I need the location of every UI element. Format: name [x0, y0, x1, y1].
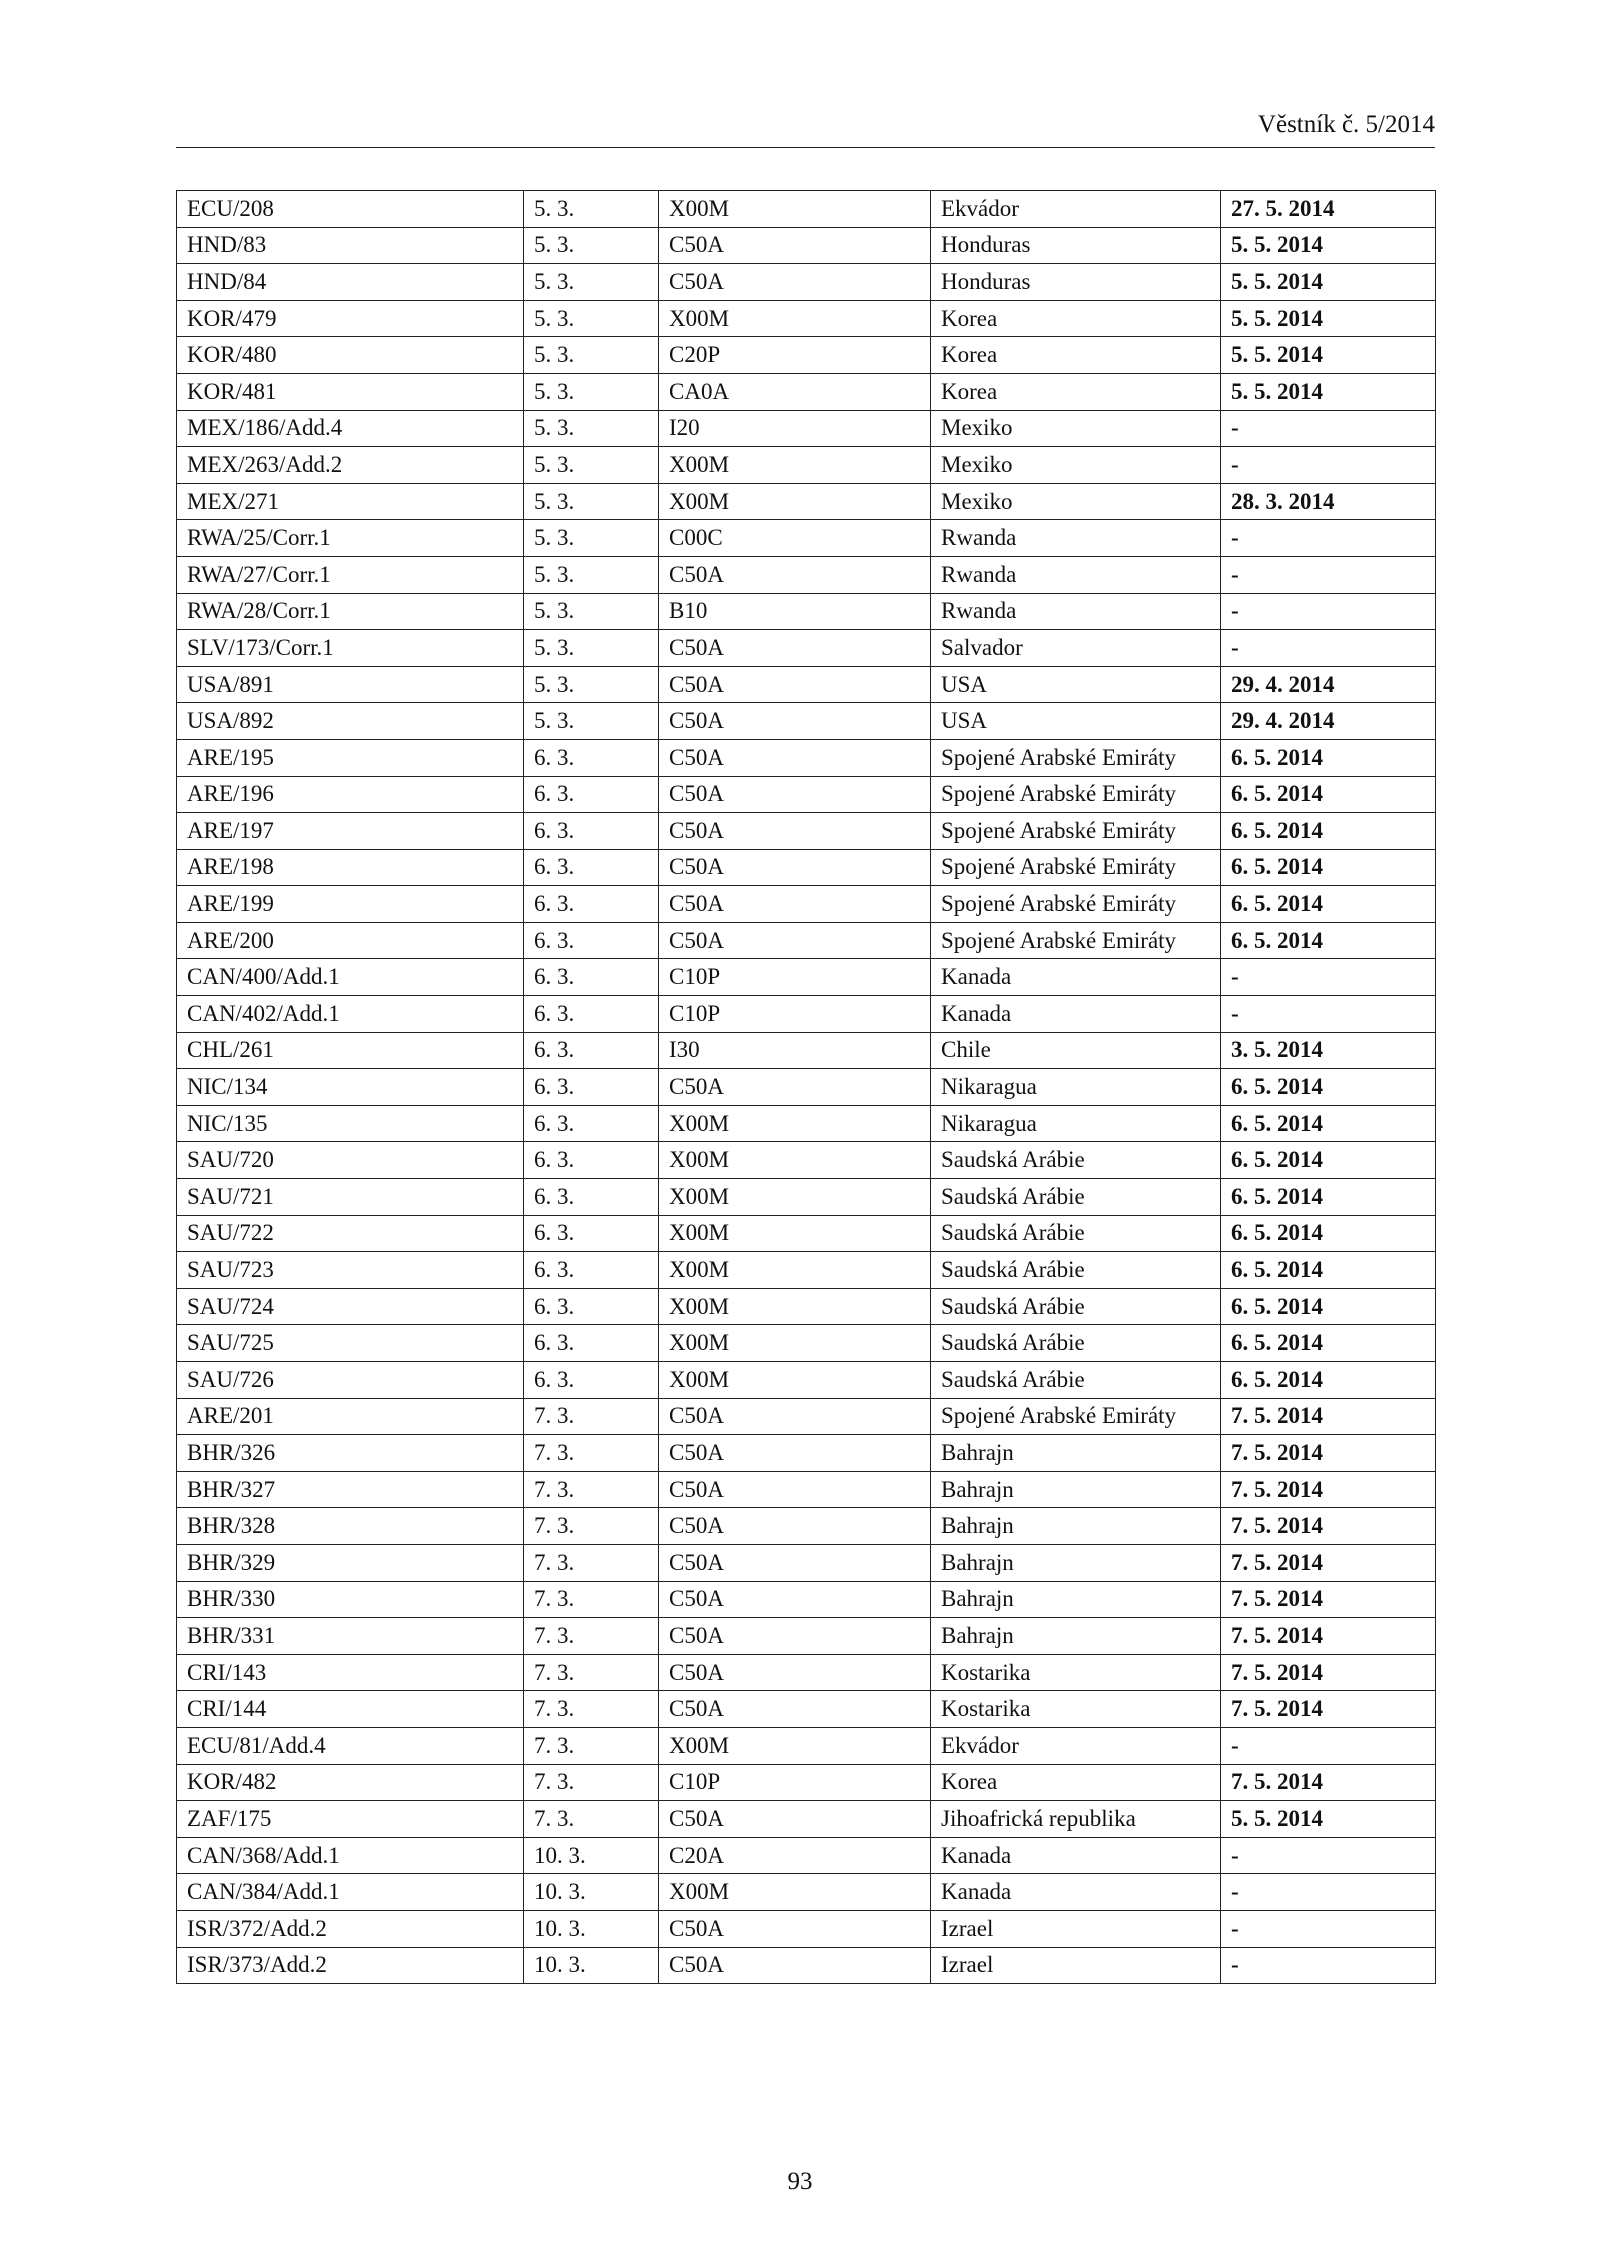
notification-date-cell: 6. 3.	[524, 1252, 659, 1289]
table-row	[177, 1727, 1436, 1764]
deadline-date-cell: 29. 4. 2014	[1221, 703, 1436, 740]
classification-code-cell: X00M	[659, 1252, 931, 1289]
table-row	[177, 959, 1436, 996]
document-symbol-cell: RWA/25/Corr.1	[177, 520, 524, 557]
notification-date-cell: 7. 3.	[524, 1764, 659, 1801]
document-symbol-cell: HND/84	[177, 264, 524, 301]
document-symbol-cell: BHR/327	[177, 1471, 524, 1508]
classification-code-cell: C50A	[659, 1471, 931, 1508]
document-symbol-cell: KOR/482	[177, 1764, 524, 1801]
country-cell: Mexiko	[931, 447, 1221, 484]
document-symbol-cell: SAU/720	[177, 1142, 524, 1179]
document-symbol-cell: ECU/208	[177, 191, 524, 228]
document-symbol-cell: MEX/263/Add.2	[177, 447, 524, 484]
notification-date-cell: 6. 3.	[524, 1105, 659, 1142]
table-row	[177, 447, 1436, 484]
deadline-date-cell: 7. 5. 2014	[1221, 1471, 1436, 1508]
deadline-date-cell: -	[1221, 1910, 1436, 1947]
document-symbol-cell: KOR/479	[177, 300, 524, 337]
country-cell: Bahrajn	[931, 1471, 1221, 1508]
country-cell: Korea	[931, 1764, 1221, 1801]
notification-date-cell: 7. 3.	[524, 1471, 659, 1508]
classification-code-cell: C50A	[659, 739, 931, 776]
deadline-date-cell: -	[1221, 1874, 1436, 1911]
table-row	[177, 1325, 1436, 1362]
table-row	[177, 1105, 1436, 1142]
country-cell: Saudská Arábie	[931, 1288, 1221, 1325]
table-row	[177, 996, 1436, 1033]
classification-code-cell: C50A	[659, 1544, 931, 1581]
document-symbol-cell: USA/891	[177, 666, 524, 703]
classification-code-cell: X00M	[659, 1362, 931, 1399]
classification-code-cell: C50A	[659, 666, 931, 703]
classification-code-cell: C50A	[659, 630, 931, 667]
notification-date-cell: 5. 3.	[524, 520, 659, 557]
journal-issue-title: Věstník č. 5/2014	[1257, 111, 1435, 138]
country-cell: Honduras	[931, 227, 1221, 264]
country-cell: Saudská Arábie	[931, 1142, 1221, 1179]
table-row	[177, 1362, 1436, 1399]
deadline-date-cell: 6. 5. 2014	[1221, 886, 1436, 923]
classification-code-cell: X00M	[659, 1105, 931, 1142]
deadline-date-cell: -	[1221, 630, 1436, 667]
classification-code-cell: X00M	[659, 447, 931, 484]
notification-date-cell: 6. 3.	[524, 849, 659, 886]
table-row	[177, 520, 1436, 557]
document-symbol-cell: RWA/28/Corr.1	[177, 593, 524, 630]
table-row	[177, 703, 1436, 740]
document-symbol-cell: NIC/134	[177, 1069, 524, 1106]
country-cell: USA	[931, 703, 1221, 740]
deadline-date-cell: 28. 3. 2014	[1221, 483, 1436, 520]
deadline-date-cell: 5. 5. 2014	[1221, 1801, 1436, 1838]
document-symbol-cell: KOR/480	[177, 337, 524, 374]
table-row	[177, 1435, 1436, 1472]
country-cell: Bahrajn	[931, 1618, 1221, 1655]
document-symbol-cell: BHR/331	[177, 1618, 524, 1655]
notification-date-cell: 6. 3.	[524, 813, 659, 850]
notification-date-cell: 5. 3.	[524, 666, 659, 703]
classification-code-cell: C50A	[659, 1910, 931, 1947]
country-cell: Rwanda	[931, 520, 1221, 557]
deadline-date-cell: -	[1221, 1837, 1436, 1874]
document-symbol-cell: ZAF/175	[177, 1801, 524, 1838]
table-row	[177, 1874, 1436, 1911]
table-row	[177, 1764, 1436, 1801]
document-symbol-cell: USA/892	[177, 703, 524, 740]
deadline-date-cell: 6. 5. 2014	[1221, 739, 1436, 776]
document-symbol-cell: ARE/198	[177, 849, 524, 886]
table-row	[177, 337, 1436, 374]
country-cell: Bahrajn	[931, 1508, 1221, 1545]
classification-code-cell: X00M	[659, 1325, 931, 1362]
classification-code-cell: X00M	[659, 1288, 931, 1325]
notification-date-cell: 7. 3.	[524, 1398, 659, 1435]
deadline-date-cell: 27. 5. 2014	[1221, 191, 1436, 228]
document-symbol-cell: SAU/722	[177, 1215, 524, 1252]
table-row	[177, 849, 1436, 886]
page-number: 93	[787, 2168, 813, 2195]
table-row	[177, 1179, 1436, 1216]
deadline-date-cell: -	[1221, 1727, 1436, 1764]
classification-code-cell: C50A	[659, 227, 931, 264]
deadline-date-cell: 5. 5. 2014	[1221, 337, 1436, 374]
notification-date-cell: 5. 3.	[524, 300, 659, 337]
document-symbol-cell: CAN/384/Add.1	[177, 1874, 524, 1911]
deadline-date-cell: 6. 5. 2014	[1221, 1179, 1436, 1216]
table-row	[177, 630, 1436, 667]
deadline-date-cell: 6. 5. 2014	[1221, 1288, 1436, 1325]
table-row	[177, 886, 1436, 923]
classification-code-cell: C50A	[659, 849, 931, 886]
notification-date-cell: 5. 3.	[524, 410, 659, 447]
table-row	[177, 264, 1436, 301]
notifications-table	[176, 190, 1436, 1984]
classification-code-cell: X00M	[659, 1215, 931, 1252]
table-row	[177, 1471, 1436, 1508]
country-cell: Spojené Arabské Emiráty	[931, 776, 1221, 813]
classification-code-cell: X00M	[659, 483, 931, 520]
deadline-date-cell: 7. 5. 2014	[1221, 1544, 1436, 1581]
country-cell: Spojené Arabské Emiráty	[931, 849, 1221, 886]
table-row	[177, 922, 1436, 959]
document-symbol-cell: BHR/330	[177, 1581, 524, 1618]
deadline-date-cell: -	[1221, 1947, 1436, 1984]
classification-code-cell: I30	[659, 1032, 931, 1069]
table-row	[177, 593, 1436, 630]
notification-date-cell: 7. 3.	[524, 1801, 659, 1838]
classification-code-cell: X00M	[659, 300, 931, 337]
deadline-date-cell: 5. 5. 2014	[1221, 227, 1436, 264]
deadline-date-cell: 5. 5. 2014	[1221, 300, 1436, 337]
classification-code-cell: C50A	[659, 1581, 931, 1618]
notification-date-cell: 6. 3.	[524, 1288, 659, 1325]
deadline-date-cell: -	[1221, 593, 1436, 630]
notification-date-cell: 5. 3.	[524, 447, 659, 484]
country-cell: Rwanda	[931, 593, 1221, 630]
country-cell: Kanada	[931, 1837, 1221, 1874]
country-cell: Spojené Arabské Emiráty	[931, 813, 1221, 850]
classification-code-cell: C20A	[659, 1837, 931, 1874]
deadline-date-cell: 7. 5. 2014	[1221, 1764, 1436, 1801]
classification-code-cell: X00M	[659, 191, 931, 228]
notification-date-cell: 7. 3.	[524, 1435, 659, 1472]
classification-code-cell: C50A	[659, 1801, 931, 1838]
document-symbol-cell: ISR/373/Add.2	[177, 1947, 524, 1984]
notification-date-cell: 5. 3.	[524, 703, 659, 740]
classification-code-cell: CA0A	[659, 373, 931, 410]
table-row	[177, 1508, 1436, 1545]
classification-code-cell: C50A	[659, 1618, 931, 1655]
deadline-date-cell: 6. 5. 2014	[1221, 1252, 1436, 1289]
notification-date-cell: 7. 3.	[524, 1544, 659, 1581]
deadline-date-cell: 6. 5. 2014	[1221, 1215, 1436, 1252]
deadline-date-cell: 6. 5. 2014	[1221, 813, 1436, 850]
notification-date-cell: 6. 3.	[524, 776, 659, 813]
document-symbol-cell: BHR/326	[177, 1435, 524, 1472]
notification-date-cell: 10. 3.	[524, 1874, 659, 1911]
deadline-date-cell: 5. 5. 2014	[1221, 264, 1436, 301]
deadline-date-cell: 6. 5. 2014	[1221, 776, 1436, 813]
document-symbol-cell: ARE/200	[177, 922, 524, 959]
country-cell: Mexiko	[931, 410, 1221, 447]
classification-code-cell: C20P	[659, 337, 931, 374]
notification-date-cell: 10. 3.	[524, 1910, 659, 1947]
country-cell: Bahrajn	[931, 1581, 1221, 1618]
table-row	[177, 739, 1436, 776]
country-cell: Rwanda	[931, 556, 1221, 593]
classification-code-cell: C50A	[659, 922, 931, 959]
notification-date-cell: 6. 3.	[524, 996, 659, 1033]
document-symbol-cell: SAU/724	[177, 1288, 524, 1325]
document-symbol-cell: CHL/261	[177, 1032, 524, 1069]
table-row	[177, 776, 1436, 813]
country-cell: Saudská Arábie	[931, 1215, 1221, 1252]
deadline-date-cell: -	[1221, 996, 1436, 1033]
document-symbol-cell: CAN/368/Add.1	[177, 1837, 524, 1874]
notification-date-cell: 6. 3.	[524, 739, 659, 776]
notification-date-cell: 7. 3.	[524, 1508, 659, 1545]
table-row	[177, 1069, 1436, 1106]
notification-date-cell: 6. 3.	[524, 922, 659, 959]
deadline-date-cell: 6. 5. 2014	[1221, 1362, 1436, 1399]
running-header	[176, 110, 1435, 148]
table-row	[177, 813, 1436, 850]
country-cell: Kanada	[931, 996, 1221, 1033]
table-row	[177, 1252, 1436, 1289]
country-cell: Spojené Arabské Emiráty	[931, 1398, 1221, 1435]
classification-code-cell: C50A	[659, 1435, 931, 1472]
country-cell: Spojené Arabské Emiráty	[931, 922, 1221, 959]
notification-date-cell: 6. 3.	[524, 959, 659, 996]
notification-date-cell: 7. 3.	[524, 1618, 659, 1655]
country-cell: Bahrajn	[931, 1544, 1221, 1581]
table-row	[177, 410, 1436, 447]
table-row	[177, 1398, 1436, 1435]
country-cell: Jihoafrická republika	[931, 1801, 1221, 1838]
deadline-date-cell: 6. 5. 2014	[1221, 1105, 1436, 1142]
deadline-date-cell: 6. 5. 2014	[1221, 922, 1436, 959]
table-row	[177, 666, 1436, 703]
document-symbol-cell: ARE/201	[177, 1398, 524, 1435]
deadline-date-cell: -	[1221, 410, 1436, 447]
classification-code-cell: X00M	[659, 1142, 931, 1179]
document-symbol-cell: CRI/144	[177, 1691, 524, 1728]
document-symbol-cell: CAN/400/Add.1	[177, 959, 524, 996]
table-row	[177, 1142, 1436, 1179]
notification-date-cell: 6. 3.	[524, 1215, 659, 1252]
deadline-date-cell: -	[1221, 556, 1436, 593]
country-cell: Izrael	[931, 1910, 1221, 1947]
deadline-date-cell: 5. 5. 2014	[1221, 373, 1436, 410]
deadline-date-cell: 7. 5. 2014	[1221, 1654, 1436, 1691]
country-cell: Kanada	[931, 959, 1221, 996]
country-cell: Kostarika	[931, 1654, 1221, 1691]
classification-code-cell: C00C	[659, 520, 931, 557]
country-cell: Korea	[931, 337, 1221, 374]
country-cell: Spojené Arabské Emiráty	[931, 886, 1221, 923]
country-cell: Saudská Arábie	[931, 1362, 1221, 1399]
document-symbol-cell: ARE/199	[177, 886, 524, 923]
country-cell: Kanada	[931, 1874, 1221, 1911]
deadline-date-cell: -	[1221, 520, 1436, 557]
classification-code-cell: C50A	[659, 1508, 931, 1545]
classification-code-cell: C10P	[659, 959, 931, 996]
country-cell: Saudská Arábie	[931, 1179, 1221, 1216]
notification-date-cell: 7. 3.	[524, 1581, 659, 1618]
table-row	[177, 227, 1436, 264]
deadline-date-cell: 7. 5. 2014	[1221, 1618, 1436, 1655]
document-symbol-cell: NIC/135	[177, 1105, 524, 1142]
document-symbol-cell: CAN/402/Add.1	[177, 996, 524, 1033]
deadline-date-cell: 6. 5. 2014	[1221, 1069, 1436, 1106]
document-symbol-cell: SAU/723	[177, 1252, 524, 1289]
notification-date-cell: 6. 3.	[524, 1032, 659, 1069]
classification-code-cell: B10	[659, 593, 931, 630]
notification-date-cell: 5. 3.	[524, 483, 659, 520]
classification-code-cell: C50A	[659, 264, 931, 301]
country-cell: Salvador	[931, 630, 1221, 667]
table-row	[177, 1691, 1436, 1728]
document-symbol-cell: ARE/197	[177, 813, 524, 850]
notification-date-cell: 6. 3.	[524, 1069, 659, 1106]
deadline-date-cell: -	[1221, 959, 1436, 996]
document-symbol-cell: ARE/196	[177, 776, 524, 813]
country-cell: Bahrajn	[931, 1435, 1221, 1472]
country-cell: Korea	[931, 373, 1221, 410]
classification-code-cell: C50A	[659, 776, 931, 813]
country-cell: Kostarika	[931, 1691, 1221, 1728]
notification-date-cell: 5. 3.	[524, 337, 659, 374]
notification-date-cell: 5. 3.	[524, 264, 659, 301]
table-row	[177, 1581, 1436, 1618]
classification-code-cell: C50A	[659, 1654, 931, 1691]
notification-date-cell: 5. 3.	[524, 593, 659, 630]
notification-date-cell: 10. 3.	[524, 1947, 659, 1984]
table-row	[177, 1837, 1436, 1874]
document-symbol-cell: ISR/372/Add.2	[177, 1910, 524, 1947]
classification-code-cell: C50A	[659, 1069, 931, 1106]
table-row	[177, 1544, 1436, 1581]
deadline-date-cell: 7. 5. 2014	[1221, 1581, 1436, 1618]
classification-code-cell: C50A	[659, 1691, 931, 1728]
country-cell: Ekvádor	[931, 1727, 1221, 1764]
deadline-date-cell: -	[1221, 447, 1436, 484]
notification-date-cell: 6. 3.	[524, 1362, 659, 1399]
notification-date-cell: 6. 3.	[524, 1325, 659, 1362]
country-cell: Saudská Arábie	[931, 1325, 1221, 1362]
country-cell: Spojené Arabské Emiráty	[931, 739, 1221, 776]
table-row	[177, 483, 1436, 520]
document-symbol-cell: MEX/271	[177, 483, 524, 520]
notifications-table-body	[177, 191, 1436, 1984]
country-cell: Saudská Arábie	[931, 1252, 1221, 1289]
classification-code-cell: C50A	[659, 703, 931, 740]
classification-code-cell: C50A	[659, 886, 931, 923]
document-symbol-cell: ARE/195	[177, 739, 524, 776]
classification-code-cell: I20	[659, 410, 931, 447]
country-cell: Ekvádor	[931, 191, 1221, 228]
deadline-date-cell: 6. 5. 2014	[1221, 849, 1436, 886]
deadline-date-cell: 3. 5. 2014	[1221, 1032, 1436, 1069]
table-row	[177, 1032, 1436, 1069]
document-symbol-cell: BHR/328	[177, 1508, 524, 1545]
notification-date-cell: 5. 3.	[524, 630, 659, 667]
table-row	[177, 1801, 1436, 1838]
notification-date-cell: 6. 3.	[524, 1179, 659, 1216]
deadline-date-cell: 6. 5. 2014	[1221, 1325, 1436, 1362]
notification-date-cell: 5. 3.	[524, 227, 659, 264]
table-row	[177, 1288, 1436, 1325]
classification-code-cell: X00M	[659, 1179, 931, 1216]
document-symbol-cell: KOR/481	[177, 373, 524, 410]
document-symbol-cell: SLV/173/Corr.1	[177, 630, 524, 667]
table-row	[177, 191, 1436, 228]
notification-date-cell: 7. 3.	[524, 1727, 659, 1764]
table-row	[177, 300, 1436, 337]
country-cell: Chile	[931, 1032, 1221, 1069]
notification-date-cell: 6. 3.	[524, 886, 659, 923]
deadline-date-cell: 7. 5. 2014	[1221, 1508, 1436, 1545]
table-row	[177, 1910, 1436, 1947]
deadline-date-cell: 6. 5. 2014	[1221, 1142, 1436, 1179]
country-cell: Nikaragua	[931, 1069, 1221, 1106]
document-symbol-cell: BHR/329	[177, 1544, 524, 1581]
notification-date-cell: 5. 3.	[524, 191, 659, 228]
country-cell: Izrael	[931, 1947, 1221, 1984]
table-row	[177, 373, 1436, 410]
table-row	[177, 1654, 1436, 1691]
table-row	[177, 1618, 1436, 1655]
country-cell: Nikaragua	[931, 1105, 1221, 1142]
document-symbol-cell: MEX/186/Add.4	[177, 410, 524, 447]
classification-code-cell: C50A	[659, 813, 931, 850]
classification-code-cell: C10P	[659, 1764, 931, 1801]
deadline-date-cell: 29. 4. 2014	[1221, 666, 1436, 703]
classification-code-cell: C50A	[659, 556, 931, 593]
classification-code-cell: X00M	[659, 1727, 931, 1764]
classification-code-cell: X00M	[659, 1874, 931, 1911]
document-symbol-cell: SAU/721	[177, 1179, 524, 1216]
country-cell: USA	[931, 666, 1221, 703]
notification-date-cell: 10. 3.	[524, 1837, 659, 1874]
table-row	[177, 556, 1436, 593]
country-cell: Mexiko	[931, 483, 1221, 520]
country-cell: Korea	[931, 300, 1221, 337]
notification-date-cell: 7. 3.	[524, 1654, 659, 1691]
document-symbol-cell: ECU/81/Add.4	[177, 1727, 524, 1764]
notification-date-cell: 6. 3.	[524, 1142, 659, 1179]
deadline-date-cell: 7. 5. 2014	[1221, 1435, 1436, 1472]
document-symbol-cell: SAU/726	[177, 1362, 524, 1399]
table-row	[177, 1947, 1436, 1984]
document-symbol-cell: RWA/27/Corr.1	[177, 556, 524, 593]
table-row	[177, 1215, 1436, 1252]
classification-code-cell: C50A	[659, 1947, 931, 1984]
document-symbol-cell: CRI/143	[177, 1654, 524, 1691]
country-cell: Honduras	[931, 264, 1221, 301]
notification-date-cell: 5. 3.	[524, 556, 659, 593]
notification-date-cell: 5. 3.	[524, 373, 659, 410]
document-symbol-cell: HND/83	[177, 227, 524, 264]
document-symbol-cell: SAU/725	[177, 1325, 524, 1362]
deadline-date-cell: 7. 5. 2014	[1221, 1691, 1436, 1728]
classification-code-cell: C50A	[659, 1398, 931, 1435]
classification-code-cell: C10P	[659, 996, 931, 1033]
notification-date-cell: 7. 3.	[524, 1691, 659, 1728]
deadline-date-cell: 7. 5. 2014	[1221, 1398, 1436, 1435]
